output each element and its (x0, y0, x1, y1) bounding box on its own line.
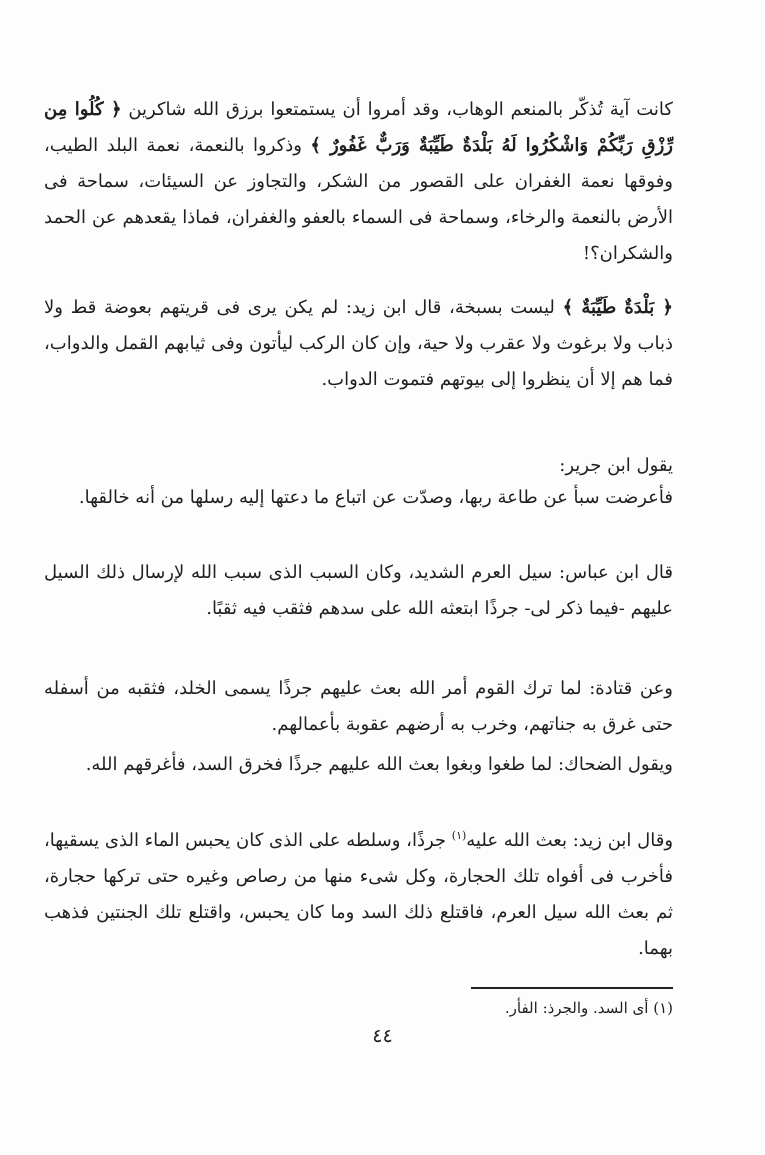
footnote-divider (471, 987, 673, 989)
page-number: ٤٤ (372, 1025, 393, 1047)
paragraph-saba-turned-away: فأعرضت سبأ عن طاعة ربها، وصدّت عن اتباع ما دعتها إليه رسلها من أنه خالقها. (78, 487, 673, 508)
paragraph-good-land (44, 290, 673, 398)
paragraph-text: ليست بسبخة، قال ابن زيد: لم يكن يرى فى قريتهم بعوضة قط ولا ذباب ولا برغوث ولا عقرب ولا حية، وإن كان الركب ليأتون وفى ثيابهم القمل والدواب، فما هم إلا أن ينظروا إلى بيوتهم فتموت الدواب. (44, 297, 673, 390)
paragraph-text: وذكروا بالنعمة، نعمة البلد الطيب، وفوقها نعمة الغفران على القصور من الشكر، والتجاوز عن السيئات، سماحة فى الأرض بالنعمة والرخاء، وسماحة فى السماء بالعفو والغفران، فماذا يقعدهم عن الحمد والشكران؟! (44, 135, 673, 264)
footnote: (١) أى السد. والجرذ: الفأر. (504, 999, 673, 1017)
paragraph-qatada: وعن قتادة: لما ترك القوم أمر الله بعث عليهم جرذًا يسمى الخلد، فثقبه من أسفله حتى غرق به جناتهم، وخرب به أرضهم عقوبة بأعمالهم. (44, 678, 673, 735)
paragraph-ibn-abbas: قال ابن عباس: سيل العرم الشديد، وكان السبب الذى سبب الله لإرسال ذلك السيل عليهم -فيما ذكر لى- جرذًا ابتعثه الله على سدهم فثقب فيه ثقبًا. (44, 562, 673, 619)
paragraph-saba-blessing (44, 92, 673, 272)
paragraph-text: وقال ابن زيد: بعث الله عليه (466, 830, 674, 851)
paragraph-ibn-jarir-heading: يقول ابن جرير: (559, 455, 673, 476)
paragraph-text: جرذًا، وسلطه على الذى كان يحبس الماء الذى يسقيها، فأخرب فى أفواه تلك الحجارة، وكل شىء منها من رصاص وغيره حتى تركها حجارة، ثم بعث الله سيل العرم، فاقتلع ذلك السد وما كان يحبس، واقتلع تلك الجنتين فذهب بهما. (44, 830, 673, 959)
paragraph-ibn-zayd (44, 823, 673, 967)
paragraph-text: كانت آية تُذكّر بالمنعم الوهاب، وقد أمروا أن يستمتعوا برزق الله شاكرين (121, 99, 673, 120)
footnote-reference: (١) (451, 829, 467, 842)
quran-verse: ﴿ بَلْدَةٌ طَيِّبَةٌ ﴾ (562, 297, 673, 318)
quran-verse: ﴿ كُلُوا مِن رِّزْقِ رَبِّكُمْ وَاشْكُرُوا لَهُ بَلْدَةٌ طَيِّبَةٌ وَرَبٌّ غَفُورٌ ﴾ (44, 99, 674, 156)
paragraph-dahhak: ويقول الضحاك: لما طغوا وبغوا بعث الله عليهم جرذًا فخرق السد، فأغرقهم الله. (85, 754, 673, 775)
